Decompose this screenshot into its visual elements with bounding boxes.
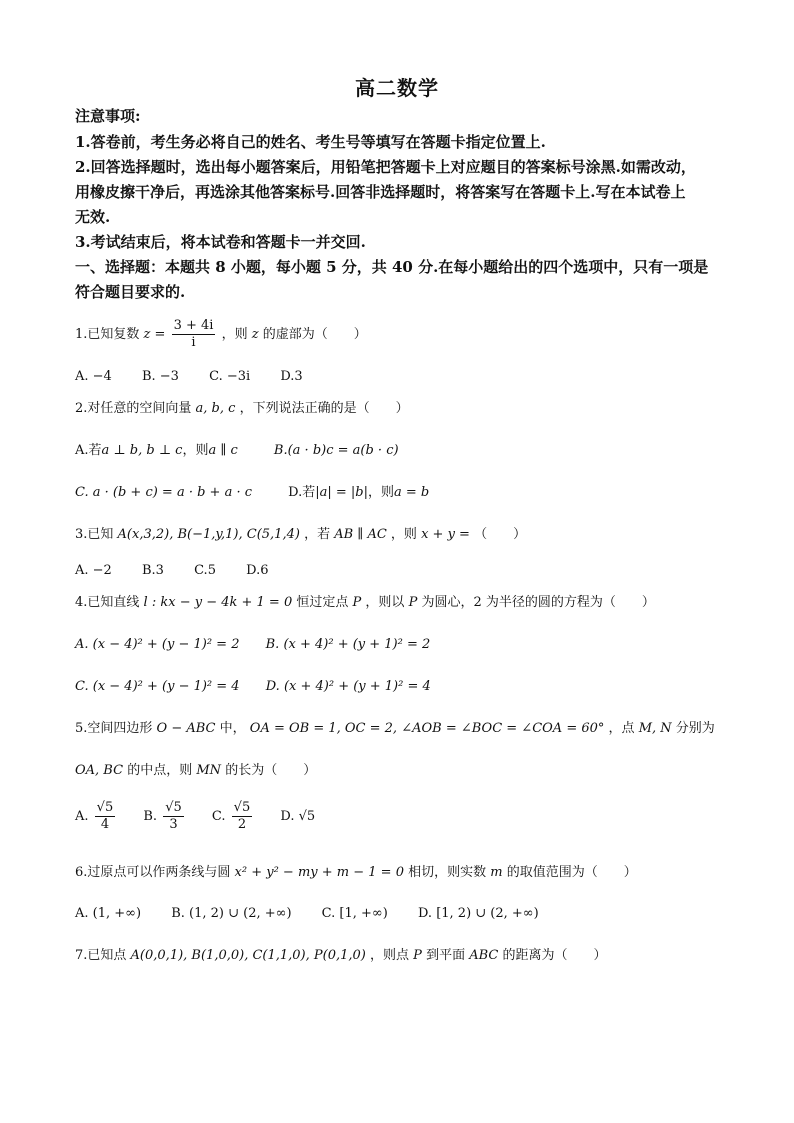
question-1-options bbox=[75, 366, 725, 388]
question-7: 7.已知点 A(0,0,1), B(1,0,0), C(1,1,0), P(0,1,0) ，则点 P 到平面 ABC 的距离为（ ） bbox=[75, 948, 607, 963]
option-d[interactable]: D.3 bbox=[280, 369, 303, 384]
option-a[interactable]: A. $\frac{√5}{4}$ bbox=[75, 800, 114, 832]
question-4-options-row-1 bbox=[75, 634, 725, 656]
question-5: 5.空间四边形 O − ABC 中， OA = OB = 1, OC = 2, ∠AOB = ∠BOC = ∠COA = 60° ，点 M, N 分别为 bbox=[75, 721, 715, 736]
question-4-options-row-2 bbox=[75, 676, 725, 698]
question-2-options-row-1 bbox=[75, 440, 725, 462]
option-c[interactable]: C. a · (b + c) = a · b + a · c bbox=[75, 485, 253, 500]
notice-item-2-line-2: 用橡皮擦干净后，再选涂其他答案标号.回答非选择题时，将答案写在答题卡上.写在本试卷上 bbox=[75, 183, 686, 201]
question-3: 3.已知 A(x,3,2), B(−1,y,1), C(5,1,4) ，若 AB ∥ AC ，则 x + y = （ ） bbox=[75, 527, 527, 542]
question-4: 4.已知直线 l : kx − y − 4k + 1 = 0 恒过定点 P ，则以 P 为圆心，2 为半径的圆的方程为（ ） bbox=[75, 595, 655, 610]
question-6: 6.过原点可以作两条线与圆 x² + y² − my + m − 1 = 0 相切，则实数 m 的取值范围为（ ） bbox=[75, 865, 637, 880]
option-d[interactable]: D.若|a| = |b|，则a = b bbox=[288, 485, 430, 500]
section-heading-line-1: 一、选择题：本题共 8 小题，每小题 5 分，共 40 分.在每小题给出的四个选项中，只有一项是 bbox=[75, 258, 709, 276]
option-c[interactable]: C. $\frac{√5}{2}$ bbox=[211, 800, 251, 832]
option-c[interactable]: C. [1, +∞) bbox=[321, 906, 388, 921]
question-2: 2.对任意的空间向量 a, b, c ，下列说法正确的是（ ） bbox=[75, 401, 409, 416]
question-5-line-2: OA, BC 的中点，则 MN 的长为（ ） bbox=[75, 763, 317, 778]
notice-heading: 注意事项: bbox=[75, 107, 141, 125]
notice-item-2-line-1: 2.回答选择题时，选出每小题答案后，用铅笔把答题卡上对应题目的答案标号涂黑.如需改动， bbox=[75, 158, 696, 176]
option-b[interactable]: B. −3 bbox=[141, 369, 179, 384]
notice-item-2-line-3: 无效. bbox=[75, 208, 111, 226]
option-a[interactable]: A. (1, +∞) bbox=[75, 906, 142, 921]
option-a[interactable]: A.若a ⊥ b, b ⊥ c，则a ∥ c bbox=[75, 443, 238, 458]
option-b[interactable]: B.(a · b)c = a(b · c) bbox=[273, 443, 399, 458]
option-d[interactable]: D.6 bbox=[246, 563, 269, 578]
question-6-options bbox=[75, 903, 725, 925]
option-b[interactable]: B.3 bbox=[141, 563, 164, 578]
option-d[interactable]: D. √5 bbox=[280, 809, 316, 824]
option-d[interactable]: D. (x + 4)² + (y + 1)² = 4 bbox=[265, 679, 431, 694]
option-c[interactable]: C. (x − 4)² + (y − 1)² = 4 bbox=[75, 679, 240, 694]
option-d[interactable]: D. [1, 2) ∪ (2, +∞) bbox=[417, 906, 539, 921]
section-heading-line-2: 符合题目要求的. bbox=[75, 283, 186, 301]
fraction: $\frac{3 + 4i}{i}$ bbox=[173, 318, 214, 350]
page-title: 高二数学 bbox=[355, 76, 439, 100]
option-b[interactable]: B. (1, 2) ∪ (2, +∞) bbox=[171, 906, 292, 921]
option-a[interactable]: A. −2 bbox=[75, 563, 112, 578]
question-1: 1.已知复数 z = $\frac{3 + 4i}{i}$ ，则 z 的虚部为（ ） bbox=[75, 318, 367, 350]
option-c[interactable]: C.5 bbox=[194, 563, 216, 578]
question-5-options bbox=[75, 800, 725, 833]
notice-item-3: 3.考试结束后，将本试卷和答题卡一并交回. bbox=[75, 233, 366, 251]
option-a[interactable]: A. (x − 4)² + (y − 1)² = 2 bbox=[75, 637, 240, 652]
option-c[interactable]: C. −3i bbox=[209, 369, 251, 384]
notice-item-1: 1.答卷前，考生务必将自己的姓名、考生号等填写在答题卡指定位置上. bbox=[75, 133, 546, 151]
option-a[interactable]: A. −4 bbox=[75, 369, 112, 384]
question-3-options bbox=[75, 560, 725, 582]
option-b[interactable]: B. (x + 4)² + (y + 1)² = 2 bbox=[265, 637, 431, 652]
option-b[interactable]: B. $\frac{√5}{3}$ bbox=[143, 800, 182, 832]
question-2-options-row-2 bbox=[75, 482, 725, 504]
